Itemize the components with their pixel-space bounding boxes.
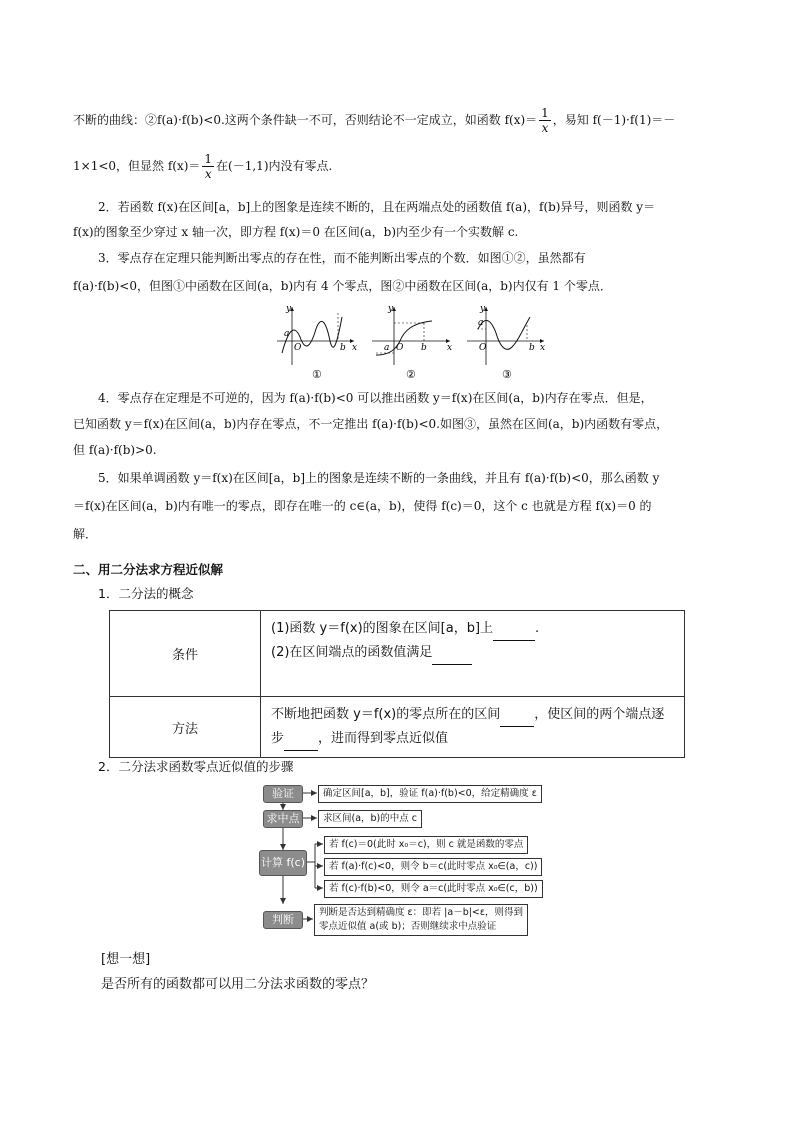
- bisection-concept-table: [109, 610, 685, 758]
- method-line-1-text-b: ，使区间的两个端点逐: [534, 707, 665, 722]
- flow-box-midpoint: 求区间(a，b)的中点 c: [318, 810, 422, 828]
- table-row-method: [110, 697, 685, 758]
- flow-step-verify: 验证: [263, 785, 303, 803]
- figure-3-x-label: x: [540, 343, 546, 353]
- flow-box-judge-line-1: 判断是否达到精确度 ε：即若 |a－b|<ε，则得到: [319, 907, 524, 918]
- answer-blank[interactable]: [500, 712, 534, 727]
- figure-1-caption: ①: [312, 368, 322, 381]
- method-line-2-text-b: ，进而得到零点近似值: [318, 731, 449, 746]
- answer-blank[interactable]: [284, 736, 318, 751]
- figure-1-x-label: x: [352, 343, 358, 353]
- flow-box-calc-2: 若 f(a)·f(c)<0，则令 b＝c(此时零点 x₀∈(a，c)): [324, 858, 542, 876]
- zero-point-figures: [272, 303, 552, 383]
- flow-box-verify: 确定区间[a，b]，验证 f(a)·f(b)<0，给定精确度 ε: [318, 785, 542, 803]
- condition-item-2: [271, 641, 674, 665]
- condition-header: 条件: [110, 611, 261, 697]
- figure-3-graph: [467, 304, 545, 381]
- figure-3-caption: ③: [502, 368, 512, 381]
- fraction-denominator: x: [541, 121, 549, 135]
- answer-blank[interactable]: [432, 650, 472, 665]
- figure-3-y-label: y: [480, 304, 486, 314]
- answer-blank[interactable]: [493, 626, 535, 641]
- subsection-2-title: 2．二分法求函数零点近似值的步骤: [98, 759, 294, 774]
- method-header: 方法: [110, 697, 261, 758]
- figure-1-y-label: y: [286, 304, 292, 314]
- subsection-1-title: 1．二分法的概念: [98, 586, 194, 601]
- fraction-one-over-x: [202, 152, 214, 181]
- text-segment: ，易知 f(－1)·f(1)＝－: [552, 113, 676, 127]
- flow-step-calculate: 计算 f(c): [259, 850, 307, 876]
- table-row-condition: [110, 611, 685, 697]
- figure-2-origin-label: O: [396, 343, 404, 353]
- flow-step-judge: 判断: [263, 911, 303, 929]
- figure-1-origin-label: O: [294, 343, 302, 353]
- flow-box-calc-3: 若 f(c)·f(b)<0，则令 a＝c(此时零点 x₀∈(c，b)): [324, 880, 543, 898]
- think-question: 是否所有的函数都可以用二分法求函数的零点？: [101, 977, 375, 992]
- paragraph-4-line-3: 但 f(a)·f(b)>0.: [73, 443, 157, 457]
- paragraph-1-line-1: [73, 106, 723, 135]
- paragraph-2-line-1: 2．若函数 f(x)在区间[a，b]上的图象是连续不断的，且在两端点处的函数值 f(a)，f(b)异号，则函数 y＝: [98, 200, 656, 214]
- flow-step-midpoint: 求中点: [263, 810, 303, 828]
- text-segment: 不断的曲线：②f(a)·f(b)<0.这两个条件缺一不可，否则结论不一定成立，如函数 f(x)＝: [73, 113, 538, 127]
- fraction-numerator: 1: [541, 106, 549, 120]
- condition-item-1: [271, 617, 674, 641]
- figure-1-b-label: b: [340, 343, 346, 353]
- method-line-1: [271, 703, 674, 727]
- condition-item-1-text: (1)函数 y＝f(x)的图象在区间[a，b]上: [271, 621, 494, 636]
- figure-2-x-label: x: [447, 343, 453, 353]
- paragraph-3-line-2: f(a)·f(b)<0，但图①中函数在区间(a，b)内有 4 个零点，图②中函数在区间(a，b)内仅有 1 个零点．: [73, 279, 612, 293]
- condition-item-1-end: .: [535, 621, 540, 636]
- fraction-denominator: x: [204, 167, 212, 181]
- condition-content: [261, 611, 685, 697]
- figure-3-b-label: b: [529, 343, 535, 353]
- text-segment: 1×1<0，但显然 f(x)＝: [73, 159, 201, 173]
- paragraph-3-line-1: 3．零点存在定理只能判断出零点的存在性，而不能判断出零点的个数．如图①②，虽然都有: [98, 251, 586, 265]
- figure-2-y-label: y: [388, 304, 394, 314]
- paragraph-4-line-2: 已知函数 y＝f(x)在区间(a，b)内存在零点，不一定推出 f(a)·f(b)<0.如图③，虽然在区间(a，b)内函数有零点，: [73, 417, 669, 431]
- paragraph-5-line-2: ＝f(x)在区间(a，b)内有唯一的零点，即存在唯一的 c∈(a，b)，使得 f(c)＝0，这个 c 也就是方程 f(x)＝0 的: [73, 499, 652, 513]
- figure-2-a-label: a: [384, 343, 390, 353]
- section-heading: 二、用二分法求方程近似解: [73, 562, 224, 577]
- method-line-1-text-a: 不断地把函数 y＝f(x)的零点所在的区间: [271, 707, 501, 722]
- paragraph-5-line-3: 解．: [73, 527, 98, 541]
- method-content: [261, 697, 685, 758]
- figure-2-graph: [372, 304, 452, 381]
- method-line-2: [271, 727, 674, 751]
- figure-1-graph: [277, 304, 357, 381]
- fraction-one-over-x: [539, 106, 551, 135]
- paragraph-5-line-1: 5．如果单调函数 y＝f(x)在区间[a，b]上的图象是连续不断的一条曲线，并且有 f(a)·f(b)<0，那么函数 y: [98, 471, 660, 485]
- condition-item-2-text: (2)在区间端点的函数值满足: [271, 645, 433, 660]
- flow-box-judge-line-2: 零点近似值 a(或 b)；否则继续求中点验证: [319, 921, 497, 932]
- fraction-numerator: 1: [204, 152, 213, 166]
- figure-2-caption: ②: [406, 368, 416, 381]
- paragraph-4-line-1: 4．零点存在定理是不可逆的，因为 f(a)·f(b)<0 可以推出函数 y＝f(x)在区间(a，b)内存在零点．但是，: [98, 391, 653, 405]
- figure-2-b-label: b: [421, 343, 427, 353]
- text-segment: 在(－1,1)内没有零点.: [216, 159, 333, 173]
- figure-3-origin-label: O: [479, 343, 487, 353]
- paragraph-1-line-2: [73, 152, 723, 181]
- paragraph-2-line-2: f(x)的图象至少穿过 x 轴一次，即方程 f(x)＝0 在区间(a，b)内至少有一个实数解 c.: [73, 225, 519, 239]
- method-line-2-text-a: 步: [271, 731, 285, 746]
- flow-box-judge: [314, 904, 528, 936]
- figure-3-a-label: a: [478, 318, 484, 328]
- think-title: [想一想]: [101, 952, 151, 967]
- flow-box-calc-1: 若 f(c)＝0(此时 x₀＝c)，则 c 就是函数的零点: [324, 836, 528, 854]
- figure-1-a-label: a: [284, 329, 290, 339]
